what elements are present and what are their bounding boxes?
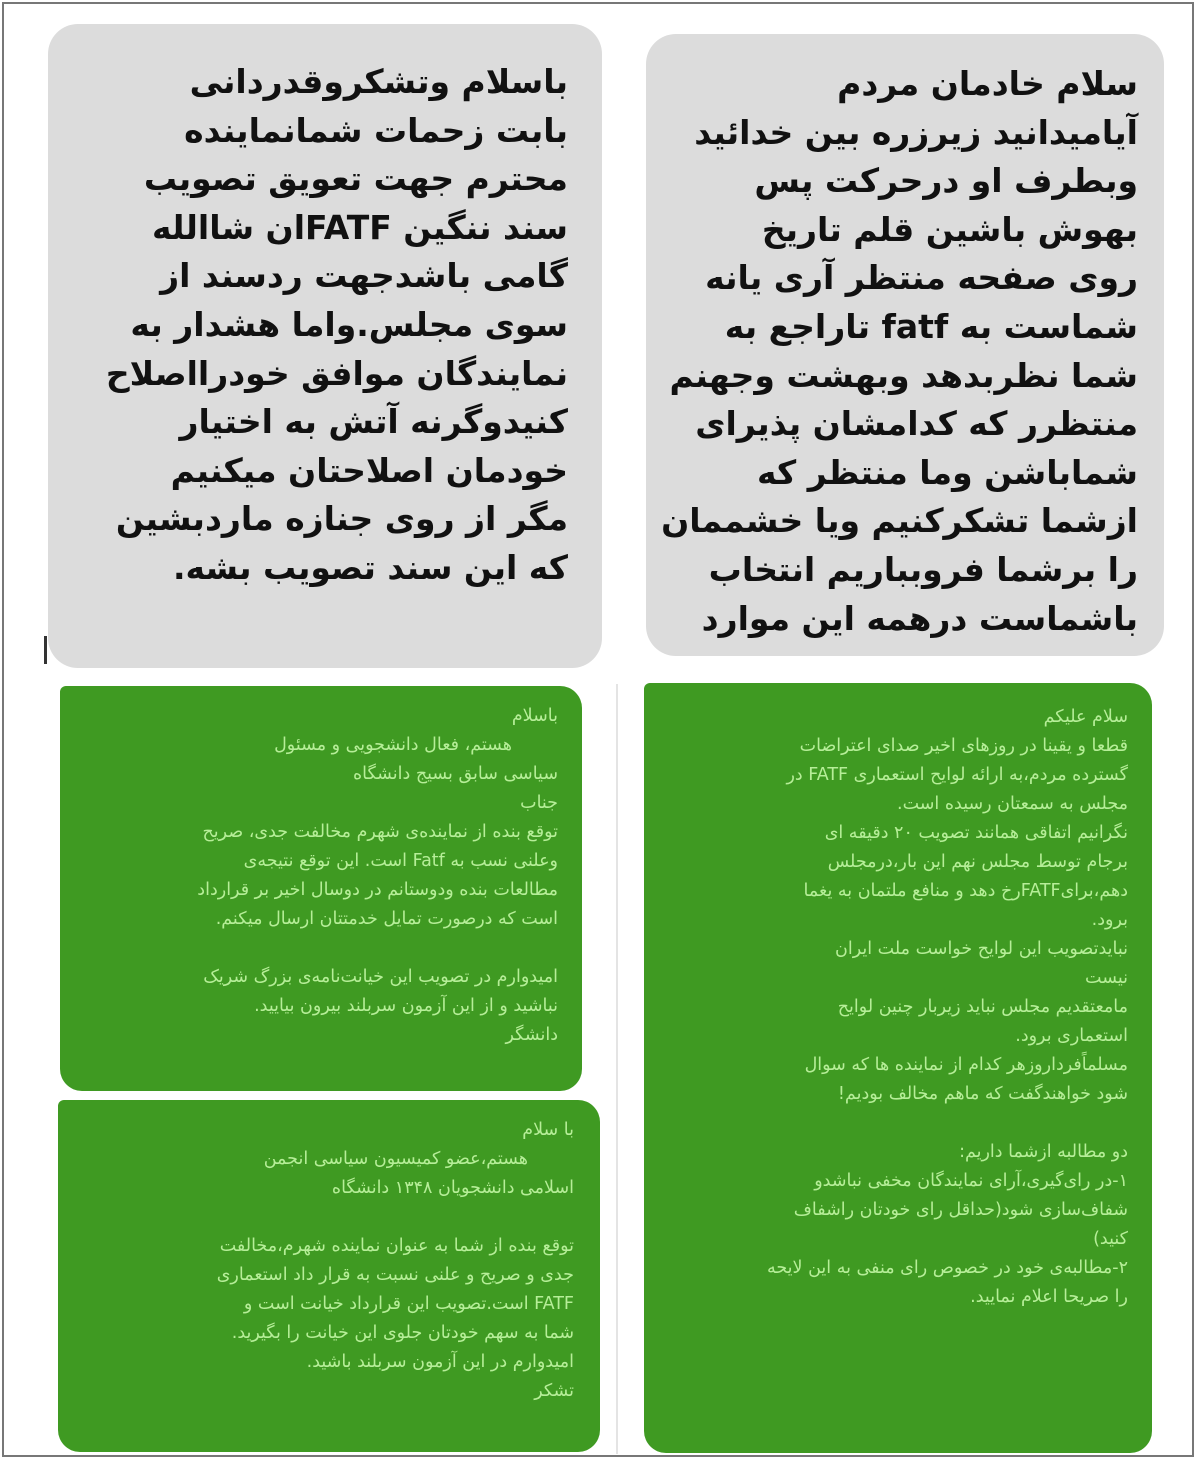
message-bubble-left-top[interactable] [48,24,602,668]
message-line: نیست [1085,968,1128,988]
message-line: کنید) [1093,1229,1128,1249]
message-line: خودمان اصلاحتان میکنیم [170,450,568,490]
message-line: برود. [1091,910,1128,930]
message-line: مامعتقدیم مجلس نباید زیربار چنین لوایح [837,997,1128,1017]
message-line: FATF است.تصویب این قرارداد خیانت است و [243,1294,574,1314]
message-line: توقع بنده از شما به عنوان نماینده شهرم،مخالفت [219,1236,574,1256]
message-line: ازشما تشکرکنیم ویا خشممان [661,501,1138,541]
message-line: سلام خادمان مردم [837,64,1138,103]
message-line: امیدوارم در این آزمون سربلند باشید. [306,1352,574,1372]
message-line: هستم،عضو کمیسیون سیاسی انجمن [263,1149,528,1169]
message-line: توقع بنده از نماینده‌ی شهرم مخالفت جدی، صریح [202,822,558,842]
message-line: را صریحا اعلام نمایید. [970,1287,1128,1307]
message-line: مجلس به سمعتان رسیده است. [897,794,1128,814]
message-line: روی صفحه منتظر آری یانه [705,258,1138,298]
message-line: برجام توسط مجلس نهم این بار،درمجلس [827,852,1128,872]
message-line: کنیدوگرنه آتش به اختیار [179,402,568,442]
message-line: شماست به fatf تاراجع به [724,306,1138,346]
message-line [658,1109,1128,1138]
message-line: سلام علیکم [1043,707,1128,727]
message-line: شما به سهم خودتان جلوی این خیانت را بگیرید. [231,1323,574,1343]
scroll-marker [44,636,47,664]
message-bubble-green-right[interactable] [644,683,1152,1453]
message-line: که این سند تصویب بشه. [173,547,568,587]
message-line: باسلام [511,706,558,726]
message-bubble-right-top[interactable] [646,34,1164,656]
message-line: هستم، فعال دانشجویی و مسئول [274,735,512,755]
message-line: استعماری برود. [1015,1026,1128,1046]
message-line: محترم جهت تعویق تصویب [143,159,568,199]
message-line: نگرانیم اتفاقی همانند تصویب ۲۰ دقیقه ای [824,823,1128,843]
message-line: شماباشن وما منتظر که [757,452,1138,492]
message-line: جدی و صریح و علنی نسبت به قرار داد استعماری [216,1265,574,1285]
message-line: بابت زحمات شمانماینده [184,110,568,150]
message-line: مسلماًفرداروزهر کدام از نماینده ها که سوال [804,1055,1128,1075]
message-line: تشکر [534,1381,574,1401]
message-line: جناب [520,793,558,813]
message-line: مطالعات بنده ودوستانم در دوسال اخیر بر قرارداد [197,880,558,900]
message-line: امیدوارم در تصویب این خیانت‌نامه‌ی بزرگ شریک [203,967,558,987]
message-line [74,934,558,963]
message-line: گامی باشدجهت ردسند از [160,256,568,296]
message-line: ۲-مطالبه‌ی خود در خصوص رای منفی به این لایحه [766,1258,1128,1278]
message-line: سوی مجلس.واما هشدار به [130,304,568,344]
message-line: سند ننگین FATFان شاالله [152,207,568,247]
message-line: نمایندگان موافق خودرااصلاح [105,353,568,393]
message-bubble-green-left-bottom[interactable] [58,1100,600,1452]
message-line: دانشگر [505,1025,558,1045]
message-line: سیاسی سابق بسیج دانشگاه [352,764,558,784]
message-line: شما نظربدهد وبهشت وجهنم [669,355,1138,395]
message-line: نباشید و از این آزمون سربلند بیرون بیایید. [254,996,558,1016]
message-line: وبطرف او درحرکت پس [754,161,1138,201]
message-line: ۱-در رای‌گیری،آرای نمایندگان مخفی نباشدو [814,1171,1128,1191]
message-line: بهوش باشین قلم تاریخ [761,209,1138,249]
message-line: شفاف‌سازی شود(حداقل رای خودتان راشفاف [793,1200,1128,1220]
message-line: با سلام [522,1120,574,1140]
message-line: وعلنی نسب به Fatf است. این توقع نتیجه‌ی [243,851,558,871]
message-line [72,1203,574,1232]
message-line: منتظرر که کدامشان پذیرای [695,404,1138,444]
message-line: گسترده مردم،به ارائه لوایح استعماری FATF در [786,765,1128,785]
column-divider [616,684,618,1454]
message-line: باشماست درهمه این موارد [701,598,1138,638]
message-line: دو مطالبه ازشما داریم: [959,1142,1128,1162]
message-line: آیامیدانید زیرزره بین خدائید [694,112,1138,152]
message-line: را برشما فروبباریم انتخاب [708,549,1138,589]
message-line: دهم،برایFATFرخ دهد و منافع ملتمان به یغما [803,881,1128,901]
message-line: باسلام وتشکروقدردانی [189,62,568,101]
message-line: اسلامی دانشجویان ۱۳۴۸ دانشگاه [331,1178,574,1198]
message-bubble-green-left-top[interactable] [60,686,582,1091]
message-line: است که درصورت تمایل خدمتتان ارسال میکنم. [215,909,558,929]
message-line: نبایدتصویب این لوایح خواست ملت ایران [835,939,1128,959]
message-line: قطعا و یقینا در روزهای اخیر صدای اعتراضات [799,736,1128,756]
message-line: شود خواهندگفت که ماهم مخالف بودیم! [837,1084,1128,1104]
message-line: مگر از روی جنازه ماردبشین [115,499,568,539]
